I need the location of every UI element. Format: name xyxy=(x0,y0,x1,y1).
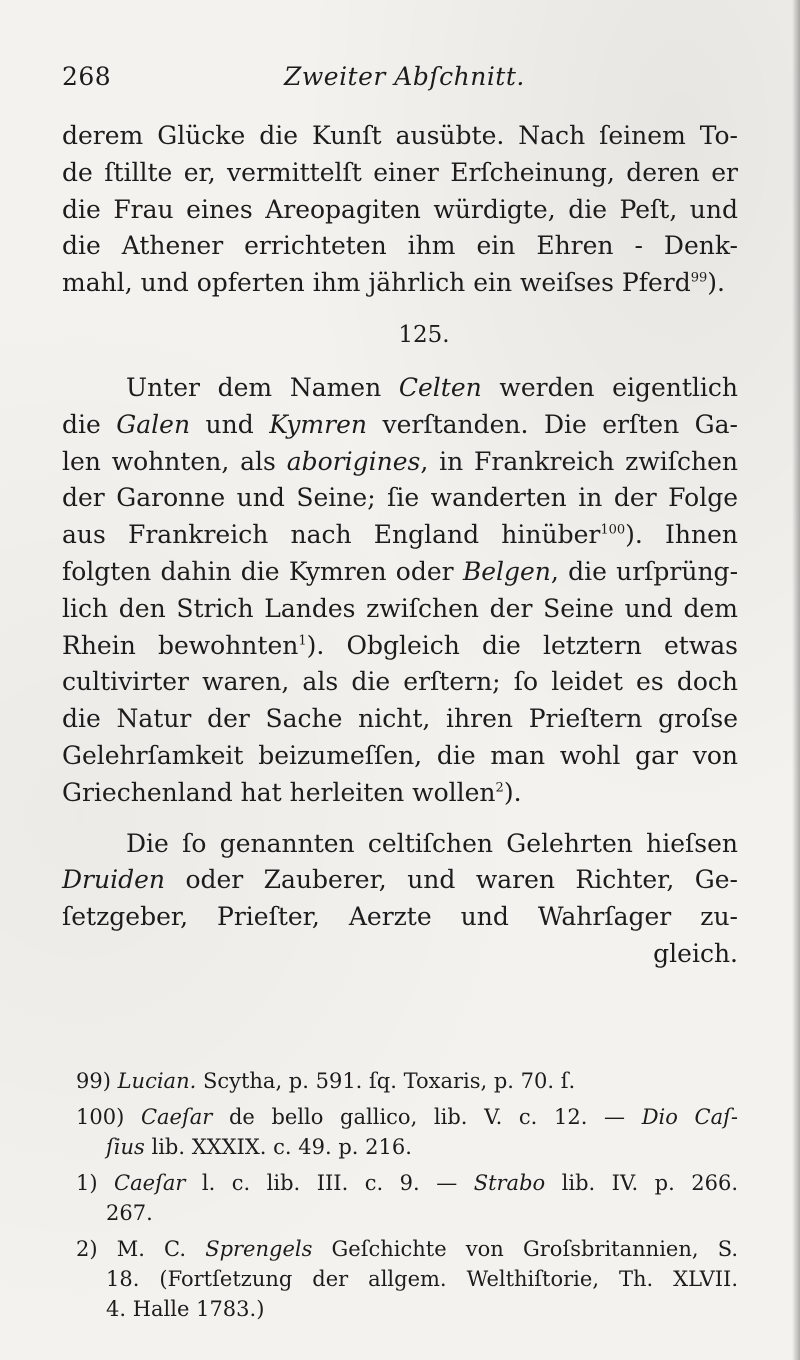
text-span: verſtanden. Die erſten Ga- xyxy=(366,409,738,439)
emphasis: Celten xyxy=(398,372,482,402)
emphasis: Dio Caſ- xyxy=(641,1105,739,1129)
text-span: mahl, und opferten ihm jährlich ein weiſses Pferd xyxy=(62,268,691,298)
footnote-number: 2) xyxy=(76,1237,98,1261)
text-line: gleich. xyxy=(653,938,738,968)
text-span: Griechenland hat herleiten wollen xyxy=(62,777,496,807)
text-span: aus Frankreich nach England hinüber xyxy=(62,520,601,550)
text-span: und xyxy=(190,409,270,439)
footnote-100-cont xyxy=(76,1132,738,1162)
emphasis: Galen xyxy=(116,409,191,439)
text-span: lib. IV. p. 266. xyxy=(545,1171,738,1195)
text-span: de bello gallico, lib. V. c. 12. — xyxy=(212,1105,642,1129)
text-line xyxy=(62,444,738,481)
footnote-99 xyxy=(76,1066,738,1096)
text-line xyxy=(62,628,738,665)
text-span: Rhein bewohnten xyxy=(62,630,299,660)
footnote-1 xyxy=(76,1168,738,1198)
section-number: 125. xyxy=(398,321,450,348)
paragraph-3 xyxy=(62,826,738,973)
text-span: ). xyxy=(503,777,522,807)
footnote-ref-100: 100 xyxy=(600,522,626,538)
page-number: 268 xyxy=(62,62,112,91)
emphasis: aborigines xyxy=(286,446,421,476)
text-line: die Frau eines Areopagiten würdigte, die Peſt, und xyxy=(62,194,738,224)
text-line: derem Glücke die Kunſt ausübte. Nach ſeinem To- xyxy=(62,121,738,150)
footnote-number: 99) xyxy=(76,1069,111,1093)
text-line: Die ſo genannten celtiſchen Gelehrten hieſsen xyxy=(126,828,738,858)
emphasis: Druiden xyxy=(62,865,165,895)
footnote-number: 100) xyxy=(76,1105,125,1129)
text-span: Geſchichte von Groſsbritannien, S. xyxy=(312,1237,739,1261)
footnote-2-cont: 18. (Fortſetzung der allgem. Welthiſtorie, Th. XLVII. xyxy=(106,1267,738,1291)
text-line xyxy=(62,265,738,302)
footnote-number: 1) xyxy=(76,1171,98,1195)
text-line: die Natur der Sache nicht, ihren Prieſtern groſse xyxy=(62,704,738,734)
emphasis: Kymren xyxy=(269,409,367,439)
text-span: M. C. xyxy=(97,1237,206,1261)
footnote-2 xyxy=(76,1234,738,1264)
emphasis: Caeſar xyxy=(140,1105,213,1129)
page-edge-shadow xyxy=(792,0,800,1360)
text-span: l. c. lib. III. c. 9. — xyxy=(185,1171,474,1195)
emphasis: Lucian. xyxy=(117,1069,197,1093)
emphasis: Strabo xyxy=(473,1171,546,1195)
footnote-ref-2: 2 xyxy=(495,780,504,796)
text-line: Gelehrſamkeit beizumeſſen, die man wohl gar von xyxy=(62,740,738,770)
main-text xyxy=(62,118,738,973)
paragraph-gap xyxy=(62,812,738,826)
text-span: len wohnten, als xyxy=(62,446,287,476)
text-span: folgten dahin die Kymren oder xyxy=(62,556,463,586)
footnote-ref-1: 1 xyxy=(298,633,307,649)
text-line: die Athener errichteten ihm ein Ehren - Denk- xyxy=(62,231,738,261)
text-line: ſetzgeber, Prieſter, Aerzte und Wahrſager zu- xyxy=(62,902,738,932)
text-span: ). Obgleich die letztern etwas xyxy=(306,630,738,660)
paragraph-2 xyxy=(62,370,738,812)
text-line: der Garonne und Seine; ſie wanderten in der Folge xyxy=(62,483,738,513)
text-line xyxy=(62,370,738,407)
text-line xyxy=(62,554,738,591)
footnote-100 xyxy=(76,1102,738,1132)
page-header xyxy=(62,62,738,98)
footnote-2-cont: 4. Halle 1783.) xyxy=(106,1297,265,1321)
text-line xyxy=(62,517,738,554)
text-line: lich den Strich Landes zwiſchen der Seine und dem xyxy=(62,593,738,623)
text-line: cultivirter waren, als die erſtern; ſo leidet es doch xyxy=(62,667,738,697)
footnote-ref-99: 99 xyxy=(690,270,708,286)
emphasis: Caeſar xyxy=(114,1171,186,1195)
footnotes xyxy=(76,1066,738,1324)
text-span: ). xyxy=(707,268,725,298)
text-span: , in Frankreich zwiſchen xyxy=(420,446,738,476)
text-span: Scytha, p. 591. ſq. Toxaris, p. 70. ſ. xyxy=(196,1069,576,1093)
running-head: Zweiter Abſchnitt. xyxy=(284,62,525,91)
text-span: oder Zauberer, und waren Richter, Ge- xyxy=(165,865,738,895)
emphasis: Sprengels xyxy=(205,1237,313,1261)
footnote-1-cont: 267. xyxy=(106,1201,153,1225)
text-line: de ſtillte er, vermittelſt einer Erſcheinung, deren er xyxy=(62,157,738,187)
paragraph-1 xyxy=(62,118,738,302)
text-line xyxy=(62,862,738,899)
text-span: Unter dem Namen xyxy=(126,372,399,402)
text-span: werden eigentlich xyxy=(481,372,738,402)
emphasis: Belgen xyxy=(462,556,551,586)
text-span: lib. XXXIX. c. 49. p. 216. xyxy=(144,1135,412,1159)
text-line xyxy=(62,407,738,444)
text-span: , die urſprüng- xyxy=(550,556,739,586)
text-line xyxy=(62,775,738,812)
text-span: ). Ihnen xyxy=(625,520,738,550)
emphasis: ſius xyxy=(106,1135,145,1159)
text-span: die xyxy=(62,409,117,439)
